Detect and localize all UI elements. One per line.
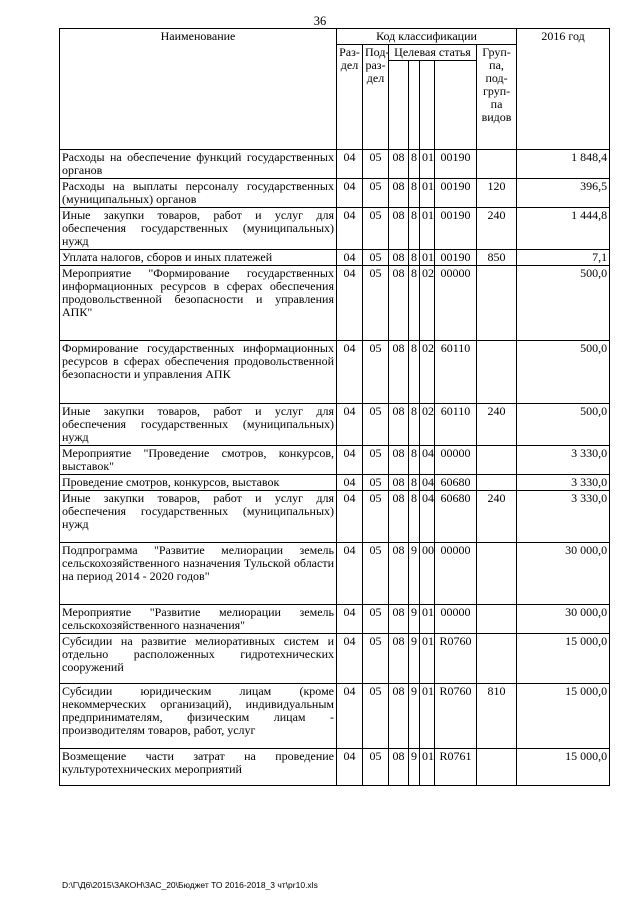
row-razdel: 04 (337, 179, 363, 208)
row-target-event: 01 (420, 208, 435, 250)
table-row (60, 404, 610, 446)
row-razdel: 04 (337, 404, 363, 446)
row-podrazdel: 05 (363, 475, 389, 491)
row-podrazdel: 05 (363, 446, 389, 475)
row-target-subprogram: 8 (409, 150, 420, 179)
row-target-program: 08 (389, 446, 409, 475)
row-target-event: 01 (420, 150, 435, 179)
row-razdel: 04 (337, 605, 363, 634)
table-row (60, 446, 610, 475)
row-target-program: 08 (389, 475, 409, 491)
row-amount: 30 000,0 (517, 543, 610, 605)
row-target-event: 02 (420, 404, 435, 446)
row-target-subprogram: 8 (409, 341, 420, 404)
row-target-program: 08 (389, 749, 409, 786)
row-amount: 15 000,0 (517, 684, 610, 749)
table-row (60, 266, 610, 341)
row-razdel: 04 (337, 634, 363, 684)
row-target-direction: R0760 (435, 634, 477, 684)
row-target-subprogram: 9 (409, 634, 420, 684)
row-target-subprogram: 8 (409, 250, 420, 266)
row-target-direction: 00190 (435, 208, 477, 250)
row-target-direction: R0760 (435, 684, 477, 749)
budget-table (59, 28, 610, 786)
row-target-subprogram: 8 (409, 475, 420, 491)
row-name: Мероприятие "Формирование государственных информационных ресурсов в сферах обеспечения продовольственной безопасности и управления АПК" (60, 266, 337, 341)
row-name: Формирование государственных информационных ресурсов в сферах обеспечения продовольственной безопасности и управления АПК (60, 341, 337, 404)
row-expense-group: 240 (477, 208, 517, 250)
row-razdel: 04 (337, 684, 363, 749)
row-expense-group: 240 (477, 404, 517, 446)
row-target-subprogram: 8 (409, 446, 420, 475)
row-target-program: 08 (389, 634, 409, 684)
row-expense-group (477, 150, 517, 179)
row-amount: 396,5 (517, 179, 610, 208)
row-target-subprogram: 8 (409, 179, 420, 208)
row-amount: 15 000,0 (517, 634, 610, 684)
header-row-top (60, 29, 610, 45)
row-target-program: 08 (389, 150, 409, 179)
row-target-subprogram: 8 (409, 266, 420, 341)
header-name: Наименование (60, 29, 337, 150)
row-podrazdel: 05 (363, 491, 389, 543)
row-razdel: 04 (337, 266, 363, 341)
row-target-direction: 00190 (435, 179, 477, 208)
row-podrazdel: 05 (363, 605, 389, 634)
table-row (60, 250, 610, 266)
row-target-program: 08 (389, 404, 409, 446)
row-razdel: 04 (337, 446, 363, 475)
table-body (60, 150, 610, 786)
row-target-event: 01 (420, 250, 435, 266)
table-row (60, 150, 610, 179)
header-razdel: Раз-дел (337, 45, 363, 150)
table-row (60, 684, 610, 749)
row-name: Субсидии на развитие мелиоративных систем и отдельно расположенных гидротехнических сооружений (60, 634, 337, 684)
row-razdel: 04 (337, 208, 363, 250)
row-razdel: 04 (337, 150, 363, 179)
row-target-program: 08 (389, 266, 409, 341)
header-target-part-3 (420, 61, 435, 150)
row-razdel: 04 (337, 250, 363, 266)
table-row (60, 634, 610, 684)
row-amount: 15 000,0 (517, 749, 610, 786)
row-expense-group: 120 (477, 179, 517, 208)
row-target-program: 08 (389, 684, 409, 749)
row-target-direction: 00000 (435, 446, 477, 475)
table-row (60, 605, 610, 634)
row-amount: 7,1 (517, 250, 610, 266)
table-row (60, 491, 610, 543)
row-amount: 30 000,0 (517, 605, 610, 634)
row-target-direction: 60110 (435, 341, 477, 404)
row-target-event: 04 (420, 446, 435, 475)
row-target-event: 01 (420, 634, 435, 684)
row-podrazdel: 05 (363, 150, 389, 179)
row-target-event: 02 (420, 266, 435, 341)
header-target-part-4 (435, 61, 477, 150)
row-name: Проведение смотров, конкурсов, выставок (60, 475, 337, 491)
row-expense-group (477, 341, 517, 404)
row-target-direction: 60110 (435, 404, 477, 446)
row-podrazdel: 05 (363, 341, 389, 404)
header-target-part-2 (409, 61, 420, 150)
table-row (60, 341, 610, 404)
row-target-subprogram: 8 (409, 491, 420, 543)
row-name: Расходы на выплаты персоналу государственных (муниципальных) органов (60, 179, 337, 208)
row-podrazdel: 05 (363, 266, 389, 341)
row-amount: 3 330,0 (517, 475, 610, 491)
row-target-event: 02 (420, 341, 435, 404)
row-expense-group (477, 475, 517, 491)
row-amount: 1 848,4 (517, 150, 610, 179)
row-target-direction: 60680 (435, 475, 477, 491)
row-amount: 3 330,0 (517, 491, 610, 543)
row-expense-group (477, 543, 517, 605)
table-row (60, 749, 610, 786)
row-name: Мероприятие "Развитие мелиорации земель сельскохозяйственного назначения" (60, 605, 337, 634)
row-podrazdel: 05 (363, 634, 389, 684)
header-classification: Код классификации (337, 29, 517, 45)
row-expense-group (477, 634, 517, 684)
file-path: D:\Г\Д6\2015\ЗАКОН\ЗАС_20\Бюджет ТО 2016-2018_3 чт\pr10.xls (62, 880, 318, 890)
row-razdel: 04 (337, 491, 363, 543)
row-amount: 500,0 (517, 341, 610, 404)
row-target-event: 01 (420, 605, 435, 634)
row-name: Иные закупки товаров, работ и услуг для обеспечения государственных (муниципальных) нужд (60, 491, 337, 543)
row-expense-group (477, 266, 517, 341)
row-target-subprogram: 9 (409, 605, 420, 634)
table-row (60, 208, 610, 250)
row-name: Иные закупки товаров, работ и услуг для обеспечения государственных (муниципальных) нужд (60, 404, 337, 446)
row-target-program: 08 (389, 179, 409, 208)
row-target-event: 01 (420, 179, 435, 208)
row-expense-group: 850 (477, 250, 517, 266)
row-name: Иные закупки товаров, работ и услуг для обеспечения государственных (муниципальных) нужд (60, 208, 337, 250)
table-row (60, 543, 610, 605)
row-target-subprogram: 8 (409, 208, 420, 250)
row-target-direction: 00190 (435, 250, 477, 266)
row-target-event: 04 (420, 491, 435, 543)
row-amount: 1 444,8 (517, 208, 610, 250)
row-expense-group: 810 (477, 684, 517, 749)
row-name: Мероприятие "Проведение смотров, конкурсов, выставок" (60, 446, 337, 475)
row-target-direction: 00000 (435, 266, 477, 341)
row-expense-group (477, 446, 517, 475)
row-name: Подпрограмма "Развитие мелиорации земель сельскохозяйственного назначения Тульской области на период 2014 - 2020 годов" (60, 543, 337, 605)
row-target-event: 01 (420, 684, 435, 749)
row-podrazdel: 05 (363, 250, 389, 266)
row-target-direction: 00000 (435, 605, 477, 634)
row-expense-group (477, 605, 517, 634)
row-podrazdel: 05 (363, 684, 389, 749)
row-target-program: 08 (389, 208, 409, 250)
row-target-event: 00 (420, 543, 435, 605)
header-year: 2016 год (517, 29, 610, 150)
row-podrazdel: 05 (363, 749, 389, 786)
row-target-program: 08 (389, 605, 409, 634)
row-target-direction: 00190 (435, 150, 477, 179)
row-name: Субсидии юридическим лицам (кроме некоммерческих организаций), индивидуальным предпринимателям, физическим лицам - производителям товаров, работ, услуг (60, 684, 337, 749)
row-name: Возмещение части затрат на проведение культуротехнических мероприятий (60, 749, 337, 786)
row-target-program: 08 (389, 341, 409, 404)
row-podrazdel: 05 (363, 179, 389, 208)
page-number: 36 (313, 14, 327, 28)
header-target: Целевая статья (389, 45, 477, 61)
row-target-direction: 00000 (435, 543, 477, 605)
row-amount: 500,0 (517, 404, 610, 446)
row-target-program: 08 (389, 543, 409, 605)
row-target-event: 04 (420, 475, 435, 491)
row-target-event: 01 (420, 749, 435, 786)
row-target-direction: 60680 (435, 491, 477, 543)
row-target-subprogram: 8 (409, 404, 420, 446)
row-podrazdel: 05 (363, 208, 389, 250)
row-name: Уплата налогов, сборов и иных платежей (60, 250, 337, 266)
row-name: Расходы на обеспечение функций государственных органов (60, 150, 337, 179)
row-target-direction: R0761 (435, 749, 477, 786)
row-podrazdel: 05 (363, 404, 389, 446)
row-target-subprogram: 9 (409, 684, 420, 749)
row-target-subprogram: 9 (409, 749, 420, 786)
row-razdel: 04 (337, 543, 363, 605)
header-group: Груп-па, под-груп-па видов (477, 45, 517, 150)
row-razdel: 04 (337, 475, 363, 491)
row-razdel: 04 (337, 749, 363, 786)
row-expense-group (477, 749, 517, 786)
row-podrazdel: 05 (363, 543, 389, 605)
header-target-part-1 (389, 61, 409, 150)
row-razdel: 04 (337, 341, 363, 404)
header-podrazdel: Под-раз-дел (363, 45, 389, 150)
row-target-program: 08 (389, 250, 409, 266)
table-row (60, 475, 610, 491)
row-target-program: 08 (389, 491, 409, 543)
row-expense-group: 240 (477, 491, 517, 543)
row-target-subprogram: 9 (409, 543, 420, 605)
table-row (60, 179, 610, 208)
row-amount: 500,0 (517, 266, 610, 341)
row-amount: 3 330,0 (517, 446, 610, 475)
